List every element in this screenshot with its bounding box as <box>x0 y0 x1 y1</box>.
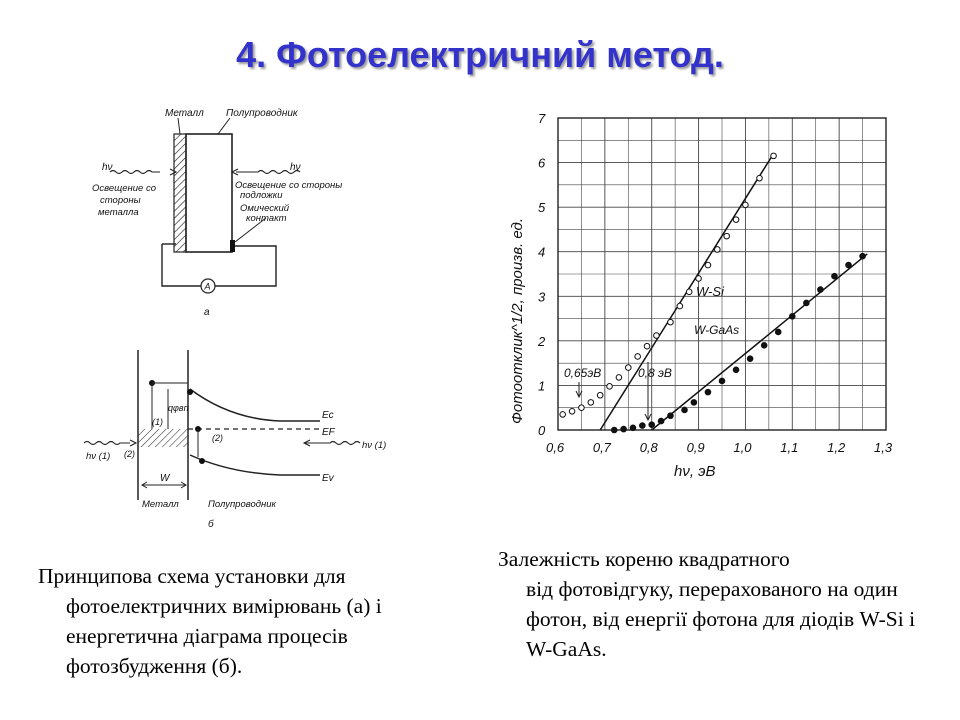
data-point-w-gaas <box>621 426 627 432</box>
data-point-w-si <box>560 412 566 418</box>
y-tick-label: 6 <box>538 155 546 171</box>
data-point-w-gaas <box>705 389 711 395</box>
data-point-w-si <box>696 276 702 282</box>
data-point-w-si <box>607 384 613 390</box>
photoresponse-chart <box>488 100 908 500</box>
data-point-w-si <box>616 375 622 381</box>
band-label-semiconductor: Полупроводник <box>208 499 277 510</box>
x-tick-label: 0,9 <box>686 440 705 455</box>
series-label-w-gaas: W-GaAs <box>694 323 740 337</box>
data-point-w-gaas <box>860 253 866 259</box>
data-point-w-si <box>644 343 650 349</box>
data-point-w-si <box>625 365 631 371</box>
fit-line-w-gaas <box>652 254 868 430</box>
illum-metal-line1: Освещение со <box>92 183 157 194</box>
hv-right: hν <box>290 162 301 173</box>
band-label-metal: Металл <box>142 499 179 510</box>
band-hv-right: hν (1) <box>362 440 387 451</box>
semiconductor-block <box>186 134 232 252</box>
data-point-w-gaas <box>804 300 810 306</box>
data-point-w-si <box>743 202 749 208</box>
data-point-w-si <box>635 354 641 360</box>
data-point-w-si <box>686 289 692 295</box>
data-point-w-si <box>579 405 585 411</box>
x-tick-labels <box>546 440 893 455</box>
x-tick-label: 1,2 <box>827 440 846 455</box>
x-tick-label: 0,6 <box>546 440 565 455</box>
series-label-w-si: W-Si <box>696 284 724 299</box>
data-point-w-si <box>724 233 730 239</box>
ohmic-line1: Омический <box>240 203 290 214</box>
x-tick-label: 1,0 <box>733 440 752 455</box>
y-tick-label: 2 <box>538 333 546 349</box>
data-point-w-si <box>597 392 603 398</box>
annotation-gaas-barrier: 0,8 эВ <box>638 366 672 380</box>
ef-label: EF <box>322 427 335 438</box>
illum-metal-line3: металла <box>98 207 139 218</box>
data-point-w-si <box>705 262 711 268</box>
data-point-w-gaas <box>658 418 664 424</box>
ev-curve <box>190 455 320 475</box>
hv-left: hν <box>102 162 113 173</box>
data-point-w-si <box>733 217 739 223</box>
ohmic-line2: контакт <box>246 213 287 224</box>
data-point-w-gaas <box>691 400 697 406</box>
y-tick-label: 0 <box>538 423 546 438</box>
data-point-w-gaas <box>747 356 753 362</box>
y-axis-label: Фотоотклик^1/2, произв. ед. <box>509 217 526 424</box>
band-hv-left: hν (1) <box>86 451 111 462</box>
data-point-w-gaas <box>818 287 824 293</box>
data-point-w-gaas <box>733 367 739 373</box>
depletion-width-label: W <box>160 473 170 484</box>
caption-right-rest: від фотовідгуку, перерахованого на один фотон, від енергії фотона для діодів W-Si і W-GaAs. <box>526 577 916 661</box>
ec-label: Ec <box>322 410 334 421</box>
panel-label-b: б <box>208 519 214 530</box>
band-light-left <box>84 442 130 445</box>
transition-1-label: (1) <box>152 417 163 427</box>
ammeter-label: A <box>204 281 211 292</box>
transition-2b-label: (2) <box>124 449 135 459</box>
caption-right <box>498 544 918 664</box>
data-point-w-gaas <box>640 423 646 429</box>
data-point-w-gaas <box>761 343 767 349</box>
caption-left-rest: фотоелектричних вимірювань (а) і енергетична діаграма процесів фотозбудження (б). <box>66 594 382 678</box>
caption-left <box>38 561 458 681</box>
y-tick-label: 7 <box>538 111 546 126</box>
x-tick-label: 1,1 <box>780 440 799 455</box>
data-point-w-gaas <box>649 422 655 428</box>
ev-label: Ev <box>322 473 334 484</box>
data-point-w-gaas <box>668 413 674 419</box>
y-tick-labels <box>537 111 546 438</box>
data-point-w-si <box>715 247 721 253</box>
illum-sub-line2: подложки <box>240 190 283 201</box>
data-point-w-gaas <box>611 427 617 433</box>
data-point-w-si <box>569 408 575 414</box>
data-point-w-si <box>771 153 777 159</box>
illum-sub-line1: Освещение со стороны <box>235 180 343 191</box>
data-point-w-gaas <box>630 425 636 431</box>
x-tick-label: 1,3 <box>874 440 893 455</box>
ec-curve <box>190 389 320 421</box>
band-light-right <box>304 442 360 445</box>
y-tick-label: 1 <box>538 378 546 394</box>
data-point-w-gaas <box>775 329 781 335</box>
data-point-w-si <box>757 175 763 181</box>
label-metal: Металл <box>165 108 204 119</box>
slide-title: 4. Фотоелектричний метод. <box>236 34 724 75</box>
x-tick-label: 0,8 <box>639 440 658 455</box>
x-axis-label: hν, эВ <box>674 463 716 480</box>
y-tick-label: 5 <box>538 200 546 216</box>
data-point-w-si <box>668 319 674 325</box>
data-point-w-gaas <box>789 314 795 320</box>
caption-right-first-line: Залежність кореню квадратного <box>498 547 790 571</box>
transition-2-label: (2) <box>212 433 223 443</box>
x-tick-label: 0,7 <box>592 440 611 455</box>
y-tick-label: 3 <box>538 289 546 305</box>
q-phi-label: qφвп <box>168 403 189 413</box>
setup-schematic <box>80 100 380 325</box>
ohmic-contact <box>230 240 235 252</box>
data-point-w-si <box>677 303 683 309</box>
light-arrow-left <box>110 171 160 174</box>
data-point-w-si <box>588 400 594 406</box>
data-point-w-si <box>654 333 660 339</box>
metal-layer <box>174 134 186 252</box>
annotation-si-barrier: 0,65эВ <box>564 366 602 380</box>
energy-band-diagram <box>80 345 400 535</box>
caption-left-first-line: Принципова схема установки для <box>38 564 346 588</box>
data-point-w-gaas <box>846 262 852 268</box>
data-point-w-gaas <box>832 273 838 279</box>
data-point-w-gaas <box>682 407 688 413</box>
y-tick-label: 4 <box>538 244 546 260</box>
label-semiconductor: Полупроводник <box>226 108 298 119</box>
fit-lines <box>600 154 867 430</box>
illum-metal-line2: стороны <box>100 195 141 206</box>
panel-label-a: а <box>204 307 210 318</box>
data-point-w-gaas <box>719 378 725 384</box>
metal-fermi-region <box>138 429 188 447</box>
